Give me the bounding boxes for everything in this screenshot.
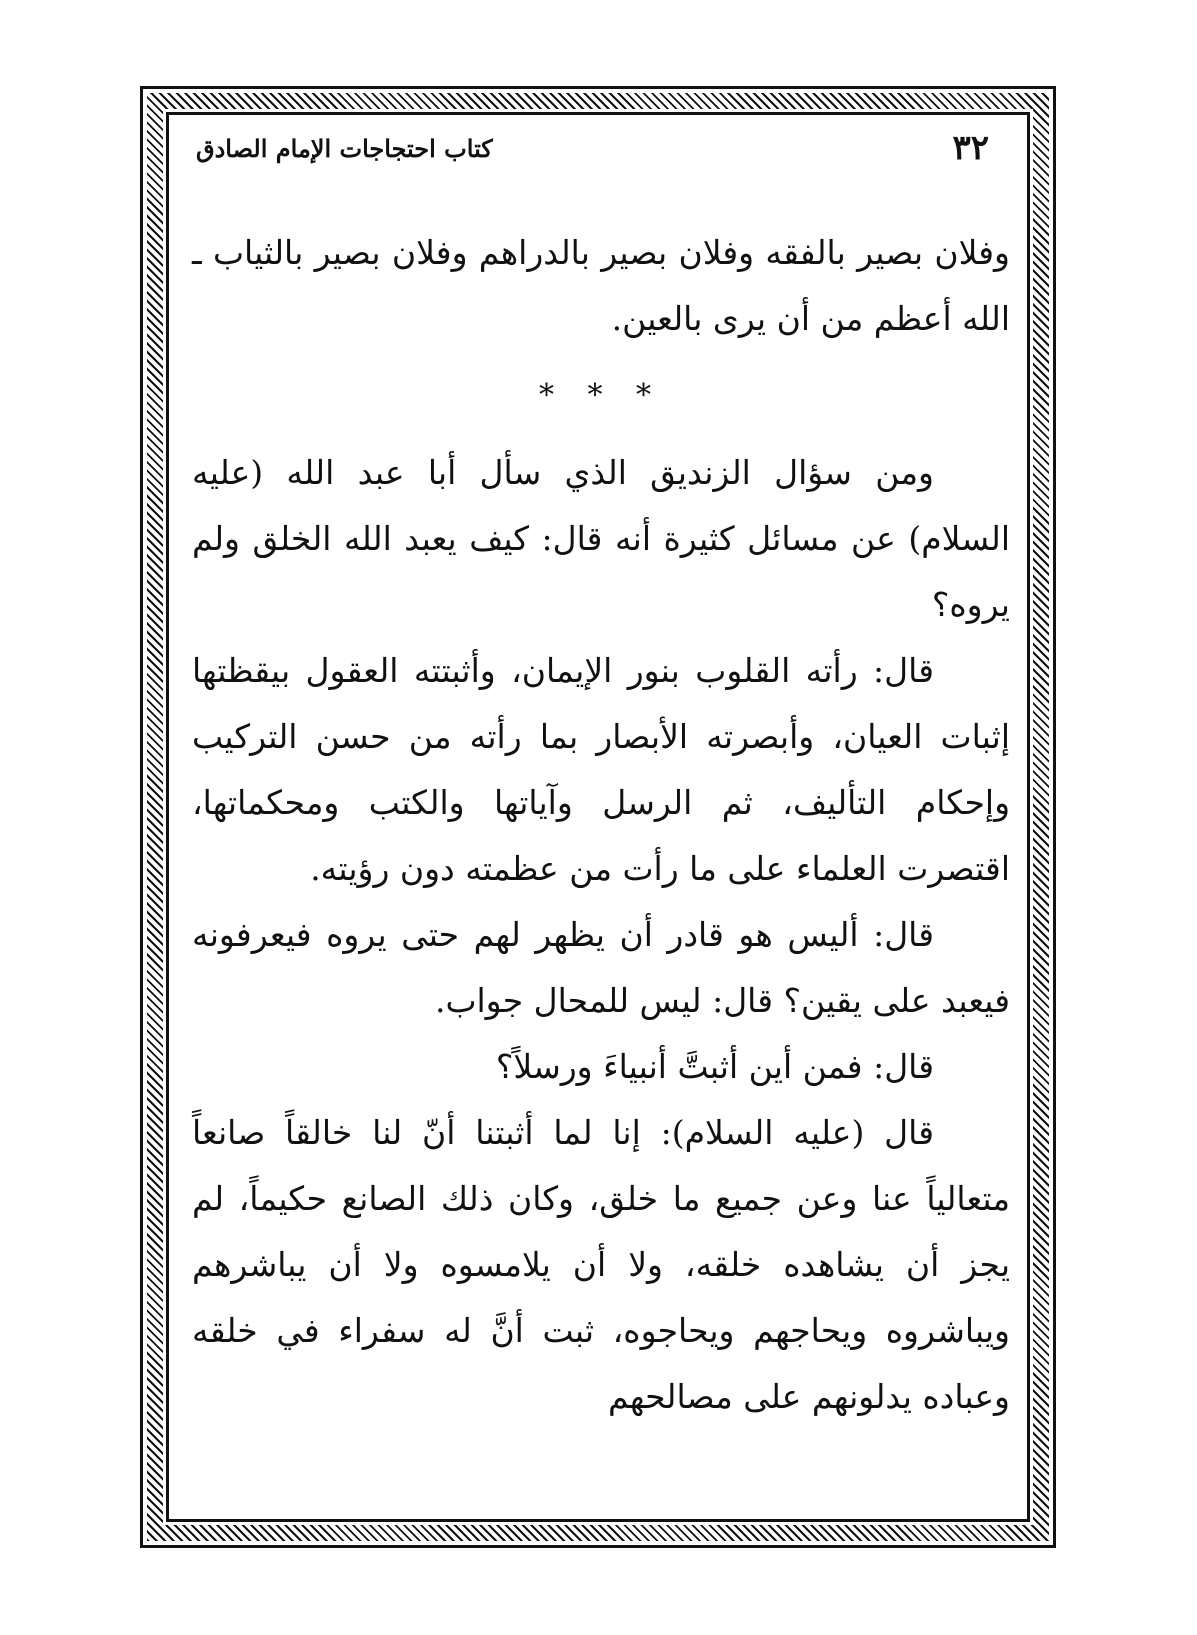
- paragraph-4: قال: أليس هو قادر أن يظهر لهم حتى يروه فيعرفونه فيعبد على يقين؟ قال: ليس للمحال جواب.: [192, 915, 1010, 1020]
- paragraph-1: وفلان بصير بالفقه وفلان بصير بالدراهم وفلان بصير بالثياب ـ الله أعظم من أن يرى بالعين.: [192, 233, 1010, 338]
- paragraph-6: قال (عليه السلام): إنا لما أثبتنا أنّ لنا خالقاً صانعاً متعالياً عنا وعن جميع ما خلق، وكان ذلك الصانع حكيماً، لم يجز أن يشاهده خلقه، ولا أن يلامسوه ولا أن يباشرهم ويباشروه ويحاجهم ويحاجوه، ثبت أنَّ له سفراء في خلقه وعباده يدلونهم على مصالحهم: [192, 1113, 1010, 1416]
- running-title: كتاب احتجاجات الإمام الصادق: [196, 134, 493, 163]
- page-body: [192, 220, 1010, 1430]
- section-separator: * * *: [538, 378, 664, 413]
- paragraph-5: قال: فمن أين أثبتَّ أنبياءَ ورسلاً؟: [495, 1047, 934, 1086]
- paragraph-2: ومن سؤال الزنديق الذي سأل أبا عبد الله (عليه السلام) عن مسائل كثيرة أنه قال: كيف يعبد الله الخلق ولم يروه؟: [192, 453, 1010, 624]
- paragraph-3: قال: رأته القلوب بنور الإيمان، وأثبتته العقول بيقظتها إثبات العيان، وأبصرته الأبصار بما رأته من حسن التركيب وإحكام التأليف، ثم الرسل وآياتها والكتب ومحكماتها، اقتصرت العلماء على ما رأت من عظمته دون رؤيته.: [192, 651, 1010, 888]
- page-number: ٣٢: [952, 128, 989, 168]
